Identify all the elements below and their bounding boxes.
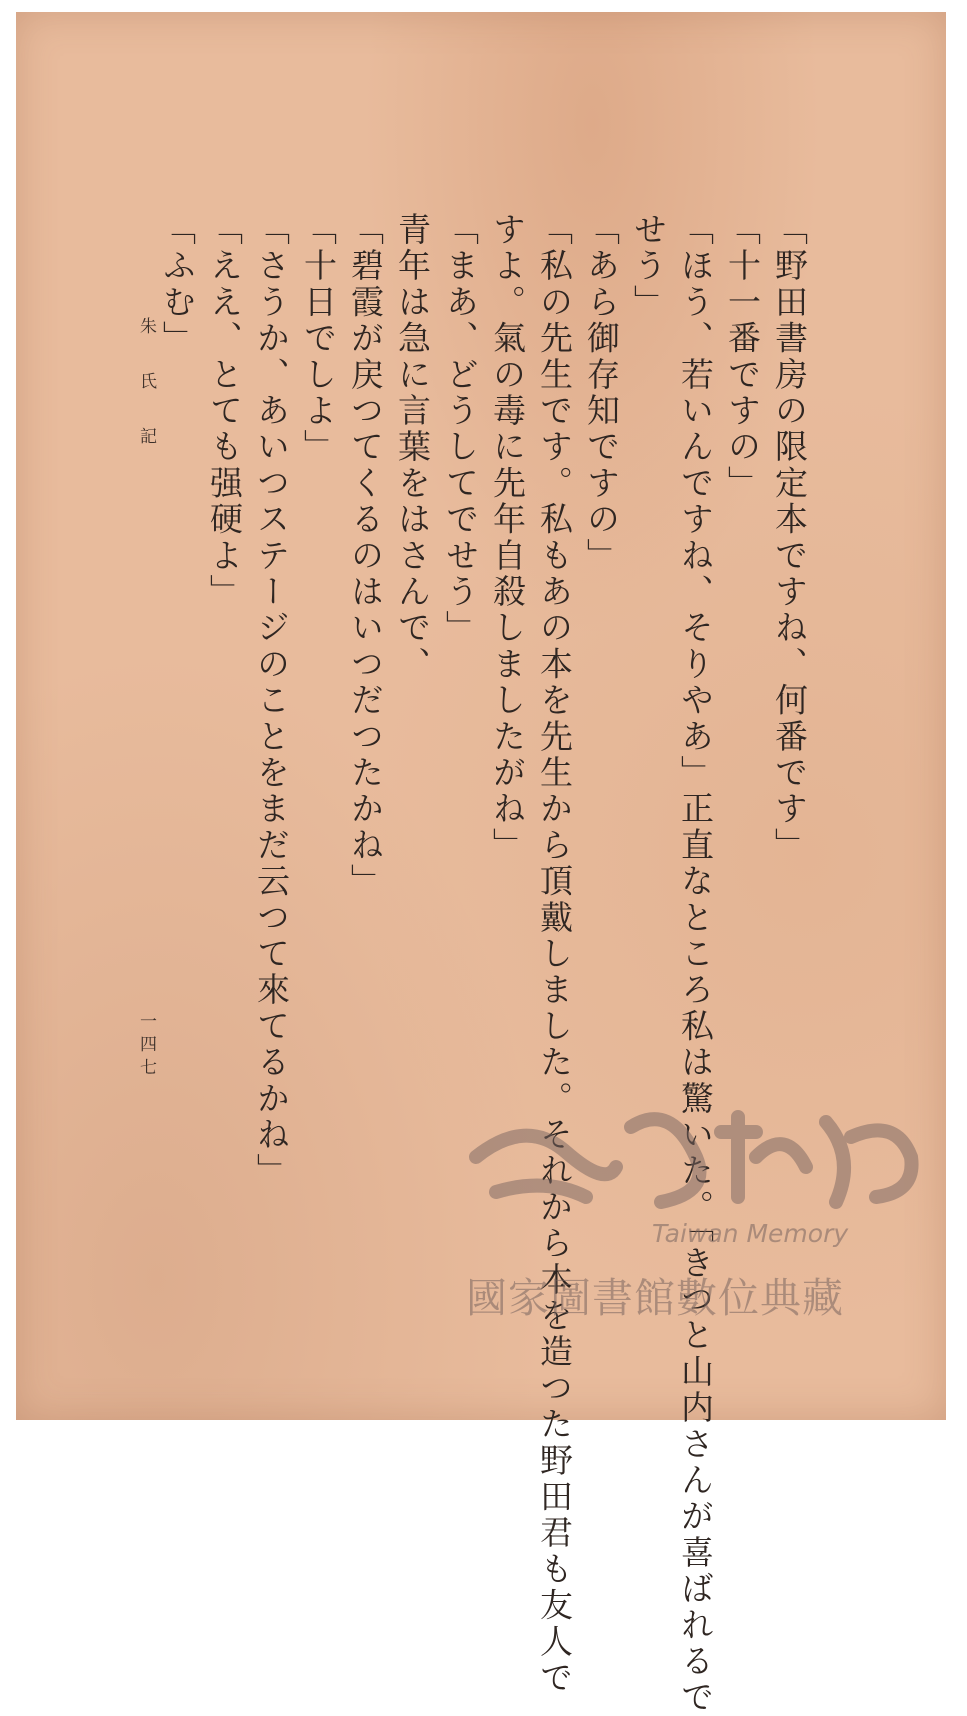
text-column-2: 「十一番ですの」 (723, 212, 762, 502)
logo-text: 臺灣記憶 (456, 1097, 460, 1098)
text-column-9: 青年は急に言葉をはさんで、 (393, 212, 432, 683)
page-number: 一四七 (136, 1012, 156, 1081)
text-column-7: すよ。氣の毒に先年自殺しましたがね」 (488, 212, 527, 864)
book-page (16, 12, 946, 1716)
running-title: 朱氏記 (136, 317, 156, 482)
text-column-5: 「あら御存知ですの」 (582, 212, 621, 574)
library-watermark (456, 1097, 926, 1337)
text-column-10: 「碧霞が戻つてくるのはいつだつたかね」 (346, 212, 385, 900)
text-column-4: せう」 (629, 212, 668, 321)
text-column-13: 「ええ、とても强硬よ」 (205, 212, 244, 611)
text-column-11: 「十日でしよ」 (299, 212, 338, 466)
watermark-english: Taiwan Memory (652, 1219, 849, 1248)
taiwan-memory-logo (456, 1097, 926, 1217)
text-column-3: 「ほう、若いんですね、そりやあ」正直なところ私は驚いた。「きつと山内さんが喜ばれるで (676, 212, 715, 1716)
text-column-14: 「ふむ」 (158, 212, 197, 357)
text-column-6: 「私の先生です。私もあの本を先生から頂戴しました。それから本を造つた野田君も友人で (535, 212, 574, 1697)
text-column-8: 「まあ、どうしてでせう」 (441, 212, 480, 647)
watermark-chinese: 國家圖書館數位典藏 (466, 1274, 844, 1322)
text-column-1: 「野田書房の限定本ですね、何番です」 (770, 212, 809, 864)
text-column-12: 「さうか、あいつステージのことをまだ云つて來てるかね」 (252, 212, 291, 1190)
